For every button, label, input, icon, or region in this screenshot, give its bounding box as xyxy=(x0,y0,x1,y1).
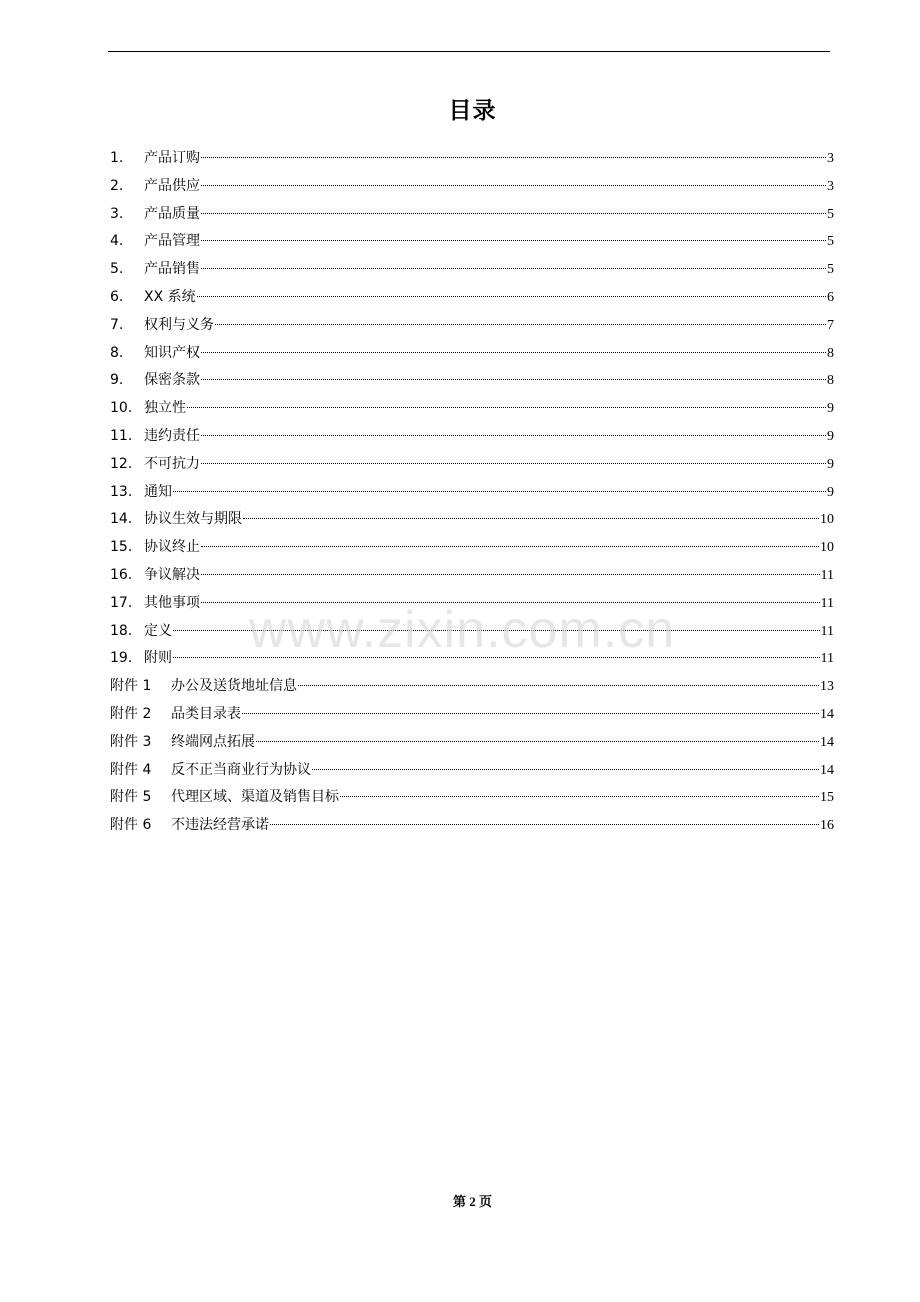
toc-entry-label: 保密条款 xyxy=(144,372,200,389)
table-of-contents xyxy=(110,145,834,840)
toc-entry-label: 通知 xyxy=(144,483,172,500)
toc-entry-label: 不可抗力 xyxy=(144,455,200,472)
toc-entry-label: 其他事项 xyxy=(144,594,200,611)
toc-entry[interactable] xyxy=(110,562,834,590)
toc-entry[interactable] xyxy=(110,367,834,395)
toc-annex-entry[interactable] xyxy=(110,701,834,729)
toc-entry-label: 反不正当商业行为协议 xyxy=(171,761,311,778)
toc-entry[interactable] xyxy=(110,312,834,340)
dot-leader xyxy=(201,463,826,464)
toc-annex-entry[interactable] xyxy=(110,757,834,785)
toc-entry[interactable] xyxy=(110,201,834,229)
toc-entry-number: 1. xyxy=(110,150,124,166)
toc-entry-number: 7. xyxy=(110,316,124,333)
toc-entry[interactable] xyxy=(110,395,834,423)
toc-entry-page: 16 xyxy=(820,818,834,834)
toc-entry-number: 12. xyxy=(110,455,133,472)
toc-entry-page: 11 xyxy=(820,623,834,639)
toc-entry-label: 定义 xyxy=(144,622,172,639)
dot-leader xyxy=(256,741,819,742)
toc-entry-page: 14 xyxy=(820,734,834,750)
toc-entry-number: 9. xyxy=(110,372,124,389)
toc-entry-label: 产品管理 xyxy=(144,233,200,250)
toc-entry-label: 争议解决 xyxy=(144,566,200,583)
toc-entry[interactable] xyxy=(110,256,834,284)
toc-entry[interactable] xyxy=(110,145,834,173)
dot-leader xyxy=(201,379,826,380)
toc-annex-entry[interactable] xyxy=(110,673,834,701)
toc-entry-label: 代理区域、渠道及销售目标 xyxy=(171,789,339,806)
toc-entry-page: 13 xyxy=(820,679,834,695)
dot-leader xyxy=(340,796,819,797)
toc-entry-page: 6 xyxy=(827,289,834,305)
toc-entry-number: 附件 1 xyxy=(110,678,152,695)
toc-entry-page: 5 xyxy=(827,234,834,250)
toc-entry-number: 11. xyxy=(110,427,133,444)
toc-entry-number: 4. xyxy=(110,233,124,250)
toc-entry-number: 16. xyxy=(110,566,133,583)
page-number-footer: 第 2 页 xyxy=(452,1194,492,1209)
toc-annex-entry[interactable] xyxy=(110,729,834,757)
toc-entry-label: 协议生效与期限 xyxy=(144,511,242,528)
dot-leader xyxy=(242,713,819,714)
toc-entry-label: 独立性 xyxy=(144,400,186,417)
toc-entry-number: 附件 6 xyxy=(110,817,152,834)
toc-entry-page: 9 xyxy=(827,428,834,444)
header-rule xyxy=(108,51,830,52)
toc-entry-number: 附件 4 xyxy=(110,761,152,778)
toc-entry-label: 不违法经营承诺 xyxy=(171,817,269,834)
toc-entry-number: 2. xyxy=(110,177,124,194)
toc-entry[interactable] xyxy=(110,228,834,256)
toc-entry-label: XX 系统 xyxy=(144,288,196,305)
toc-annex-entry[interactable] xyxy=(110,812,834,840)
toc-entry-page: 11 xyxy=(820,595,834,611)
toc-entry-label: 违约责任 xyxy=(144,427,200,444)
toc-annex-entry[interactable] xyxy=(110,784,834,812)
toc-entry-number: 5. xyxy=(110,261,124,278)
toc-entry-page: 15 xyxy=(820,790,834,806)
dot-leader xyxy=(201,268,826,269)
dot-leader xyxy=(243,518,819,519)
toc-entry-number: 附件 3 xyxy=(110,733,152,750)
toc-entry-number: 13. xyxy=(110,483,133,500)
toc-entry-label: 办公及送货地址信息 xyxy=(171,678,297,695)
toc-entry-number: 17. xyxy=(110,594,133,611)
toc-entry[interactable] xyxy=(110,506,834,534)
dot-leader xyxy=(298,685,819,686)
toc-entry-number: 附件 5 xyxy=(110,789,152,806)
toc-entry-number: 8. xyxy=(110,344,124,361)
toc-entry[interactable] xyxy=(110,340,834,368)
toc-entry-number: 10. xyxy=(110,400,133,417)
toc-entry-number: 3. xyxy=(110,205,124,222)
toc-entry-page: 8 xyxy=(827,373,834,389)
toc-entry-label: 知识产权 xyxy=(144,344,200,361)
toc-entry-label: 产品销售 xyxy=(144,261,200,278)
toc-entry-page: 14 xyxy=(820,706,834,722)
toc-entry[interactable] xyxy=(110,423,834,451)
toc-entry-page: 10 xyxy=(820,512,834,528)
toc-entry-label: 产品订购 xyxy=(144,150,200,166)
toc-entry[interactable] xyxy=(110,534,834,562)
toc-entry-label: 终端网点拓展 xyxy=(171,733,255,750)
toc-entry-page: 3 xyxy=(827,151,834,166)
toc-entry-label: 产品质量 xyxy=(144,205,200,222)
toc-entry-page: 9 xyxy=(827,484,834,500)
dot-leader xyxy=(201,213,826,214)
page-title: 目录 xyxy=(448,98,497,124)
dot-leader xyxy=(270,824,819,825)
dot-leader xyxy=(215,324,826,325)
toc-entry[interactable] xyxy=(110,173,834,201)
dot-leader xyxy=(201,352,826,353)
toc-entry-page: 10 xyxy=(820,540,834,556)
toc-entry-number: 18. xyxy=(110,622,133,639)
toc-entry[interactable] xyxy=(110,451,834,479)
dot-leader xyxy=(201,546,819,547)
dot-leader xyxy=(187,407,826,408)
dot-leader xyxy=(201,185,826,186)
toc-entry-number: 附件 2 xyxy=(110,705,152,722)
dot-leader xyxy=(201,240,826,241)
toc-entry-page: 5 xyxy=(827,262,834,278)
toc-entry[interactable] xyxy=(110,479,834,507)
toc-entry[interactable] xyxy=(110,284,834,312)
toc-entry-page: 14 xyxy=(820,762,834,778)
toc-entry-page: 11 xyxy=(820,651,834,667)
toc-entry-label: 权利与义务 xyxy=(144,316,214,333)
toc-entry-page: 7 xyxy=(827,317,834,333)
dot-leader xyxy=(201,157,826,158)
watermark: www.zixin.com.cn xyxy=(248,601,676,659)
toc-entry-page: 11 xyxy=(820,567,834,583)
toc-entry-number: 14. xyxy=(110,511,133,528)
dot-leader xyxy=(197,296,826,297)
toc-entry-page: 9 xyxy=(827,456,834,472)
toc-entry-label: 协议终止 xyxy=(144,539,200,556)
toc-entry-label: 附则 xyxy=(144,650,172,667)
dot-leader xyxy=(312,769,819,770)
toc-entry-label: 品类目录表 xyxy=(171,705,241,722)
toc-entry-number: 6. xyxy=(110,288,124,305)
dot-leader xyxy=(173,491,826,492)
toc-entry-label: 产品供应 xyxy=(144,177,200,194)
toc-entry-number: 15. xyxy=(110,539,133,556)
toc-entry-page: 3 xyxy=(827,178,834,194)
toc-entry-number: 19. xyxy=(110,650,133,667)
toc-entry-page: 9 xyxy=(827,401,834,417)
dot-leader xyxy=(201,574,820,575)
toc-entry-page: 5 xyxy=(827,206,834,222)
toc-entry-page: 8 xyxy=(827,345,834,361)
dot-leader xyxy=(201,435,826,436)
